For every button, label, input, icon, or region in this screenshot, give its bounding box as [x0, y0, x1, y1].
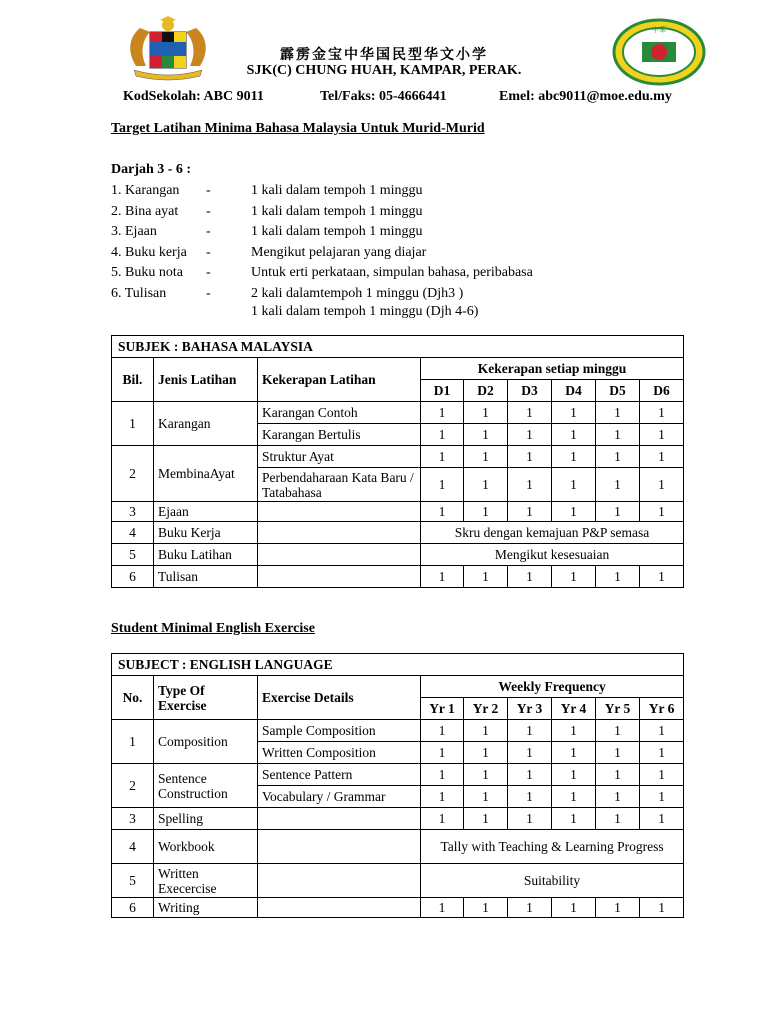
- freq-cell: 1: [421, 402, 464, 424]
- frequency-note: Skru dengan kemajuan P&P semasa: [421, 522, 684, 544]
- year-header: D3: [508, 380, 552, 402]
- freq-cell: 1: [552, 898, 596, 918]
- freq-cell: 1: [508, 764, 552, 786]
- row-number: 5: [112, 864, 154, 898]
- freq-cell: 1: [552, 742, 596, 764]
- freq-cell: 1: [508, 786, 552, 808]
- freq-cell: 1: [464, 786, 508, 808]
- freq-cell: 1: [508, 502, 552, 522]
- freq-cell: 1: [552, 566, 596, 588]
- target-item: 4. Buku kerja - Mengikut pelajaran yang diajar: [111, 245, 427, 260]
- exercise-detail: [258, 898, 421, 918]
- freq-cell: 1: [421, 786, 464, 808]
- col-header-type: Type Of Exercise: [154, 676, 258, 720]
- exercise-type: Writing: [154, 898, 258, 918]
- freq-cell: 1: [596, 446, 640, 468]
- exercise-type: Karangan: [154, 402, 258, 446]
- row-number: 6: [112, 898, 154, 918]
- freq-cell: 1: [640, 566, 684, 588]
- freq-cell: 1: [508, 808, 552, 830]
- exercise-type: Written Execercise: [154, 864, 258, 898]
- school-name-chinese: 霹雳金宝中华国民型华文小学: [280, 47, 488, 63]
- frequency-note: Suitability: [421, 864, 684, 898]
- freq-cell: 1: [464, 468, 508, 502]
- freq-cell: 1: [596, 502, 640, 522]
- freq-cell: 1: [640, 502, 684, 522]
- freq-cell: 1: [464, 720, 508, 742]
- freq-cell: 1: [508, 742, 552, 764]
- freq-cell: 1: [552, 720, 596, 742]
- col-header-type: Jenis Latihan: [154, 358, 258, 402]
- exercise-detail: Written Composition: [258, 742, 421, 764]
- table-row: [112, 864, 684, 898]
- freq-cell: 1: [640, 468, 684, 502]
- freq-cell: 1: [508, 424, 552, 446]
- freq-cell: 1: [464, 742, 508, 764]
- col-header-details: Kekerapan Latihan: [258, 358, 421, 402]
- row-number: 1: [112, 402, 154, 446]
- freq-cell: 1: [464, 898, 508, 918]
- exercise-detail: Karangan Bertulis: [258, 424, 421, 446]
- freq-cell: 1: [640, 446, 684, 468]
- exercise-detail: [258, 830, 421, 864]
- freq-cell: 1: [421, 566, 464, 588]
- frequency-header: Weekly Frequency: [421, 676, 684, 698]
- exercise-type: Composition: [154, 720, 258, 764]
- freq-cell: 1: [596, 898, 640, 918]
- row-number: 4: [112, 522, 154, 544]
- exercise-type: Buku Latihan: [154, 544, 258, 566]
- exercise-type: Tulisan: [154, 566, 258, 588]
- freq-cell: 1: [596, 808, 640, 830]
- exercise-detail: Sentence Pattern: [258, 764, 421, 786]
- exercise-type: Buku Kerja: [154, 522, 258, 544]
- freq-cell: 1: [640, 402, 684, 424]
- year-header: D2: [464, 380, 508, 402]
- freq-cell: 1: [552, 786, 596, 808]
- exercise-detail: [258, 544, 421, 566]
- exercise-detail: Struktur Ayat: [258, 446, 421, 468]
- freq-cell: 1: [508, 402, 552, 424]
- year-header: D6: [640, 380, 684, 402]
- exercise-detail: [258, 522, 421, 544]
- freq-cell: 1: [596, 786, 640, 808]
- exercise-detail: Perbendaharaan Kata Baru / Tatabahasa: [258, 468, 421, 502]
- school-name-english: SJK(C) CHUNG HUAH, KAMPAR, PERAK.: [246, 63, 522, 78]
- freq-cell: 1: [421, 808, 464, 830]
- bm-section-title: Target Latihan Minima Bahasa Malaysia Untuk Murid-Murid: [111, 121, 485, 136]
- frequency-note: Tally with Teaching & Learning Progress: [421, 830, 684, 864]
- freq-cell: 1: [640, 764, 684, 786]
- exercise-type: Sentence Construction: [154, 764, 258, 808]
- en-frequency-table: [111, 653, 684, 918]
- target-item: 5. Buku nota - Untuk erti perkataan, simpulan bahasa, peribabasa: [111, 265, 533, 280]
- table-row: [112, 830, 684, 864]
- year-header: D4: [552, 380, 596, 402]
- school-code: KodSekolah: ABC 9011: [123, 89, 264, 104]
- year-header: D1: [421, 380, 464, 402]
- freq-cell: 1: [421, 720, 464, 742]
- table-row: [112, 764, 684, 786]
- target-item: 1. Karangan - 1 kali dalam tempoh 1 minggu: [111, 183, 423, 198]
- freq-cell: 1: [640, 808, 684, 830]
- freq-cell: 1: [552, 424, 596, 446]
- year-header: D5: [596, 380, 640, 402]
- row-number: 1: [112, 720, 154, 764]
- freq-cell: 1: [596, 764, 640, 786]
- freq-cell: 1: [552, 502, 596, 522]
- freq-cell: 1: [421, 764, 464, 786]
- exercise-type: Spelling: [154, 808, 258, 830]
- frequency-header: Kekerapan setiap minggu: [421, 358, 684, 380]
- freq-cell: 1: [421, 502, 464, 522]
- exercise-type: MembinaAyat: [154, 446, 258, 502]
- table-row: [112, 502, 684, 522]
- year-header: Yr 3: [508, 698, 552, 720]
- freq-cell: 1: [508, 720, 552, 742]
- freq-cell: 1: [421, 446, 464, 468]
- freq-cell: 1: [464, 402, 508, 424]
- target-item: 6. Tulisan - 2 kali dalamtempoh 1 minggu (Djh3 ): [111, 286, 464, 301]
- freq-cell: 1: [552, 808, 596, 830]
- table-row: [112, 808, 684, 830]
- grade-range-label: Darjah 3 - 6 :: [111, 162, 192, 177]
- row-number: 3: [112, 502, 154, 522]
- freq-cell: 1: [421, 898, 464, 918]
- freq-cell: 1: [596, 468, 640, 502]
- freq-cell: 1: [552, 468, 596, 502]
- row-number: 6: [112, 566, 154, 588]
- exercise-detail: Vocabulary / Grammar: [258, 786, 421, 808]
- freq-cell: 1: [421, 424, 464, 446]
- exercise-type: Ejaan: [154, 502, 258, 522]
- freq-cell: 1: [464, 808, 508, 830]
- freq-cell: 1: [552, 446, 596, 468]
- target-item: 1 kali dalam tempoh 1 minggu (Djh 4-6): [251, 304, 479, 319]
- table-row: [112, 898, 684, 918]
- target-item: 2. Bina ayat - 1 kali dalam tempoh 1 minggu: [111, 204, 423, 219]
- freq-cell: 1: [508, 468, 552, 502]
- year-header: Yr 6: [640, 698, 684, 720]
- subject-title: SUBJECT : ENGLISH LANGUAGE: [112, 654, 684, 676]
- table-row: [112, 544, 684, 566]
- col-header-details: Exercise Details: [258, 676, 421, 720]
- freq-cell: 1: [508, 566, 552, 588]
- table-row: [112, 720, 684, 742]
- freq-cell: 1: [421, 468, 464, 502]
- freq-cell: 1: [508, 446, 552, 468]
- col-header-no: Bil.: [112, 358, 154, 402]
- email-address: Emel: abc9011@moe.edu.my: [499, 89, 672, 104]
- freq-cell: 1: [508, 898, 552, 918]
- freq-cell: 1: [552, 402, 596, 424]
- freq-cell: 1: [464, 502, 508, 522]
- exercise-detail: [258, 808, 421, 830]
- exercise-detail: [258, 566, 421, 588]
- freq-cell: 1: [640, 424, 684, 446]
- target-item: 3. Ejaan - 1 kali dalam tempoh 1 minggu: [111, 224, 423, 239]
- row-number: 5: [112, 544, 154, 566]
- table-row: [112, 522, 684, 544]
- freq-cell: 1: [464, 446, 508, 468]
- freq-cell: 1: [596, 742, 640, 764]
- subject-title: SUBJEK : BAHASA MALAYSIA: [112, 336, 684, 358]
- freq-cell: 1: [596, 402, 640, 424]
- freq-cell: 1: [596, 566, 640, 588]
- exercise-detail: Karangan Contoh: [258, 402, 421, 424]
- row-number: 2: [112, 446, 154, 502]
- col-header-no: No.: [112, 676, 154, 720]
- freq-cell: 1: [596, 424, 640, 446]
- exercise-detail: [258, 502, 421, 522]
- freq-cell: 1: [421, 742, 464, 764]
- freq-cell: 1: [464, 566, 508, 588]
- year-header: Yr 5: [596, 698, 640, 720]
- freq-cell: 1: [552, 764, 596, 786]
- row-number: 2: [112, 764, 154, 808]
- freq-cell: 1: [640, 898, 684, 918]
- school-crest-lettering: 中華: [652, 26, 666, 34]
- freq-cell: 1: [464, 424, 508, 446]
- exercise-type: Workbook: [154, 830, 258, 864]
- year-header: Yr 1: [421, 698, 464, 720]
- freq-cell: 1: [640, 786, 684, 808]
- frequency-note: Mengikut kesesuaian: [421, 544, 684, 566]
- exercise-detail: [258, 864, 421, 898]
- freq-cell: 1: [640, 720, 684, 742]
- exercise-detail: Sample Composition: [258, 720, 421, 742]
- freq-cell: 1: [640, 742, 684, 764]
- table-row: [112, 446, 684, 468]
- tel-fax: Tel/Faks: 05-4666441: [320, 89, 447, 104]
- year-header: Yr 2: [464, 698, 508, 720]
- bm-frequency-table: [111, 335, 684, 588]
- row-number: 3: [112, 808, 154, 830]
- en-section-title: Student Minimal English Exercise: [111, 621, 315, 636]
- table-row: [112, 402, 684, 424]
- freq-cell: 1: [596, 720, 640, 742]
- row-number: 4: [112, 830, 154, 864]
- freq-cell: 1: [464, 764, 508, 786]
- table-row: [112, 566, 684, 588]
- year-header: Yr 4: [552, 698, 596, 720]
